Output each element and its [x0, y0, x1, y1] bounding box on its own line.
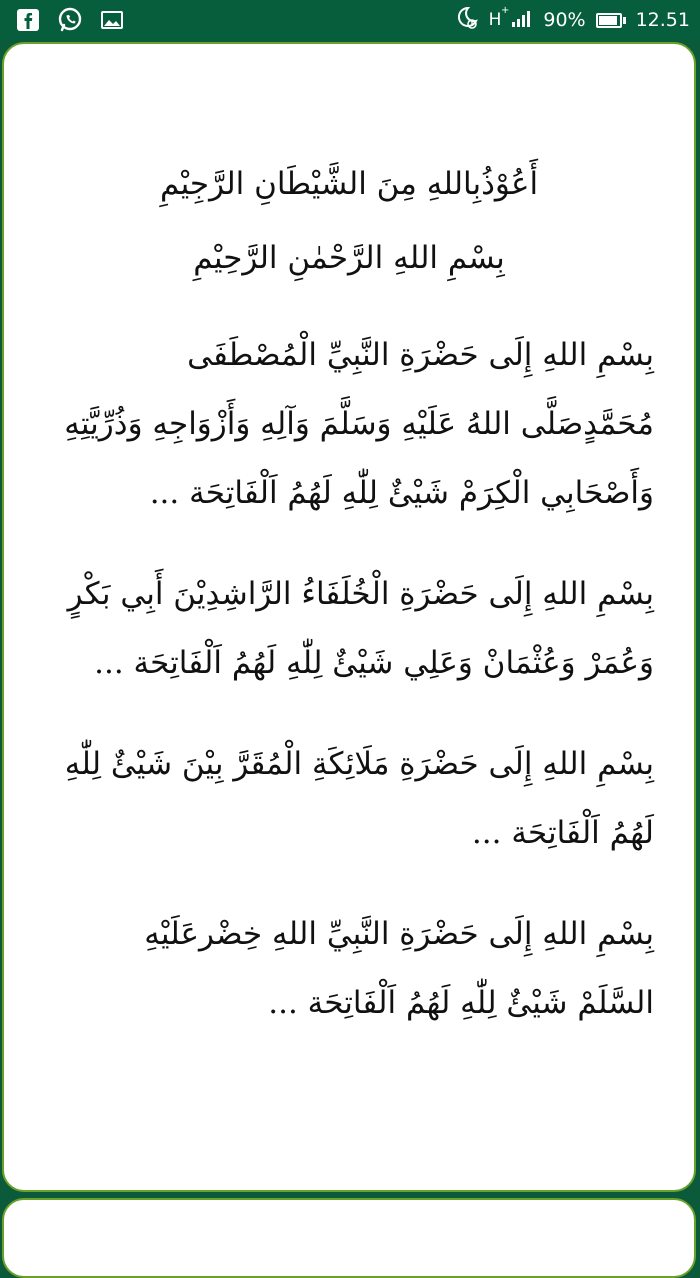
status-bar — [0, 0, 700, 40]
network-type: H + — [488, 4, 510, 30]
system-status — [453, 0, 690, 40]
paragraph-khulafa: بِسْمِ اللهِ إِلَى حَضْرَةِ الْخُلَفَاءُ الرَّاشِدِيْنَ أَبِي بَكْرٍ وَعُمَرْ وَعُثْمَانْ وَعَلِي شَيْئٌ لِلّٰهِ لَهُمُ اَلْفَاتِحَة ... — [67, 576, 654, 681]
taawwudh-line: أَعُوْذُبِاللهِ مِنَ الشَّيْطَانِ الرَّجِيْمِ — [159, 166, 539, 202]
image-icon — [98, 6, 126, 34]
whatsapp-icon — [56, 6, 84, 34]
do-not-disturb-icon — [453, 5, 479, 36]
paragraph-malaikat: بِسْمِ اللهِ إِلَى حَضْرَةِ مَلَائِكَةِ الْمُقَرَّ بِيْنَ شَيْئٌ لِلّٰهِ لَهُمُ اَلْفَاتِحَة ... — [64, 746, 654, 851]
prayer-text-card — [2, 42, 696, 1192]
paragraph-nabi-khidir: بِسْمِ اللهِ إِلَى حَضْرَةِ النَّبِيِّ اللهِ خِضْرعَلَيْهِ السَّلَمْ شَيْئٌ لِلّٰهِ لَهُمُ اَلْفَاتِحَة ... — [144, 916, 654, 1021]
next-card — [2, 1198, 696, 1278]
battery-percent: 90% — [543, 9, 586, 31]
notification-icons — [14, 6, 126, 34]
basmala-line: بِسْمِ اللهِ الرَّحْمٰنِ الرَّحِيْمِ — [193, 240, 505, 276]
facebook-icon — [14, 6, 42, 34]
battery-icon — [596, 13, 626, 28]
paragraph-prophet-muhammad: بِسْمِ اللهِ إِلَى حَضْرَةِ النَّبِيِّ الْمُصْطَفَى مُحَمَّدٍصَلَّى اللهُ عَلَيْهِ وَسَلَّمَ وَآلِهِ وَأَزْوَاجِهِ وَذُرِّيَّتِهِ وَأَصْحَابِي الْكِرَمْ شَيْئٌ لِلّٰهِ لَهُمُ اَلْفَاتِحَة ... — [64, 337, 654, 511]
signal-icon — [511, 9, 533, 32]
clock: 12.51 — [635, 9, 690, 31]
